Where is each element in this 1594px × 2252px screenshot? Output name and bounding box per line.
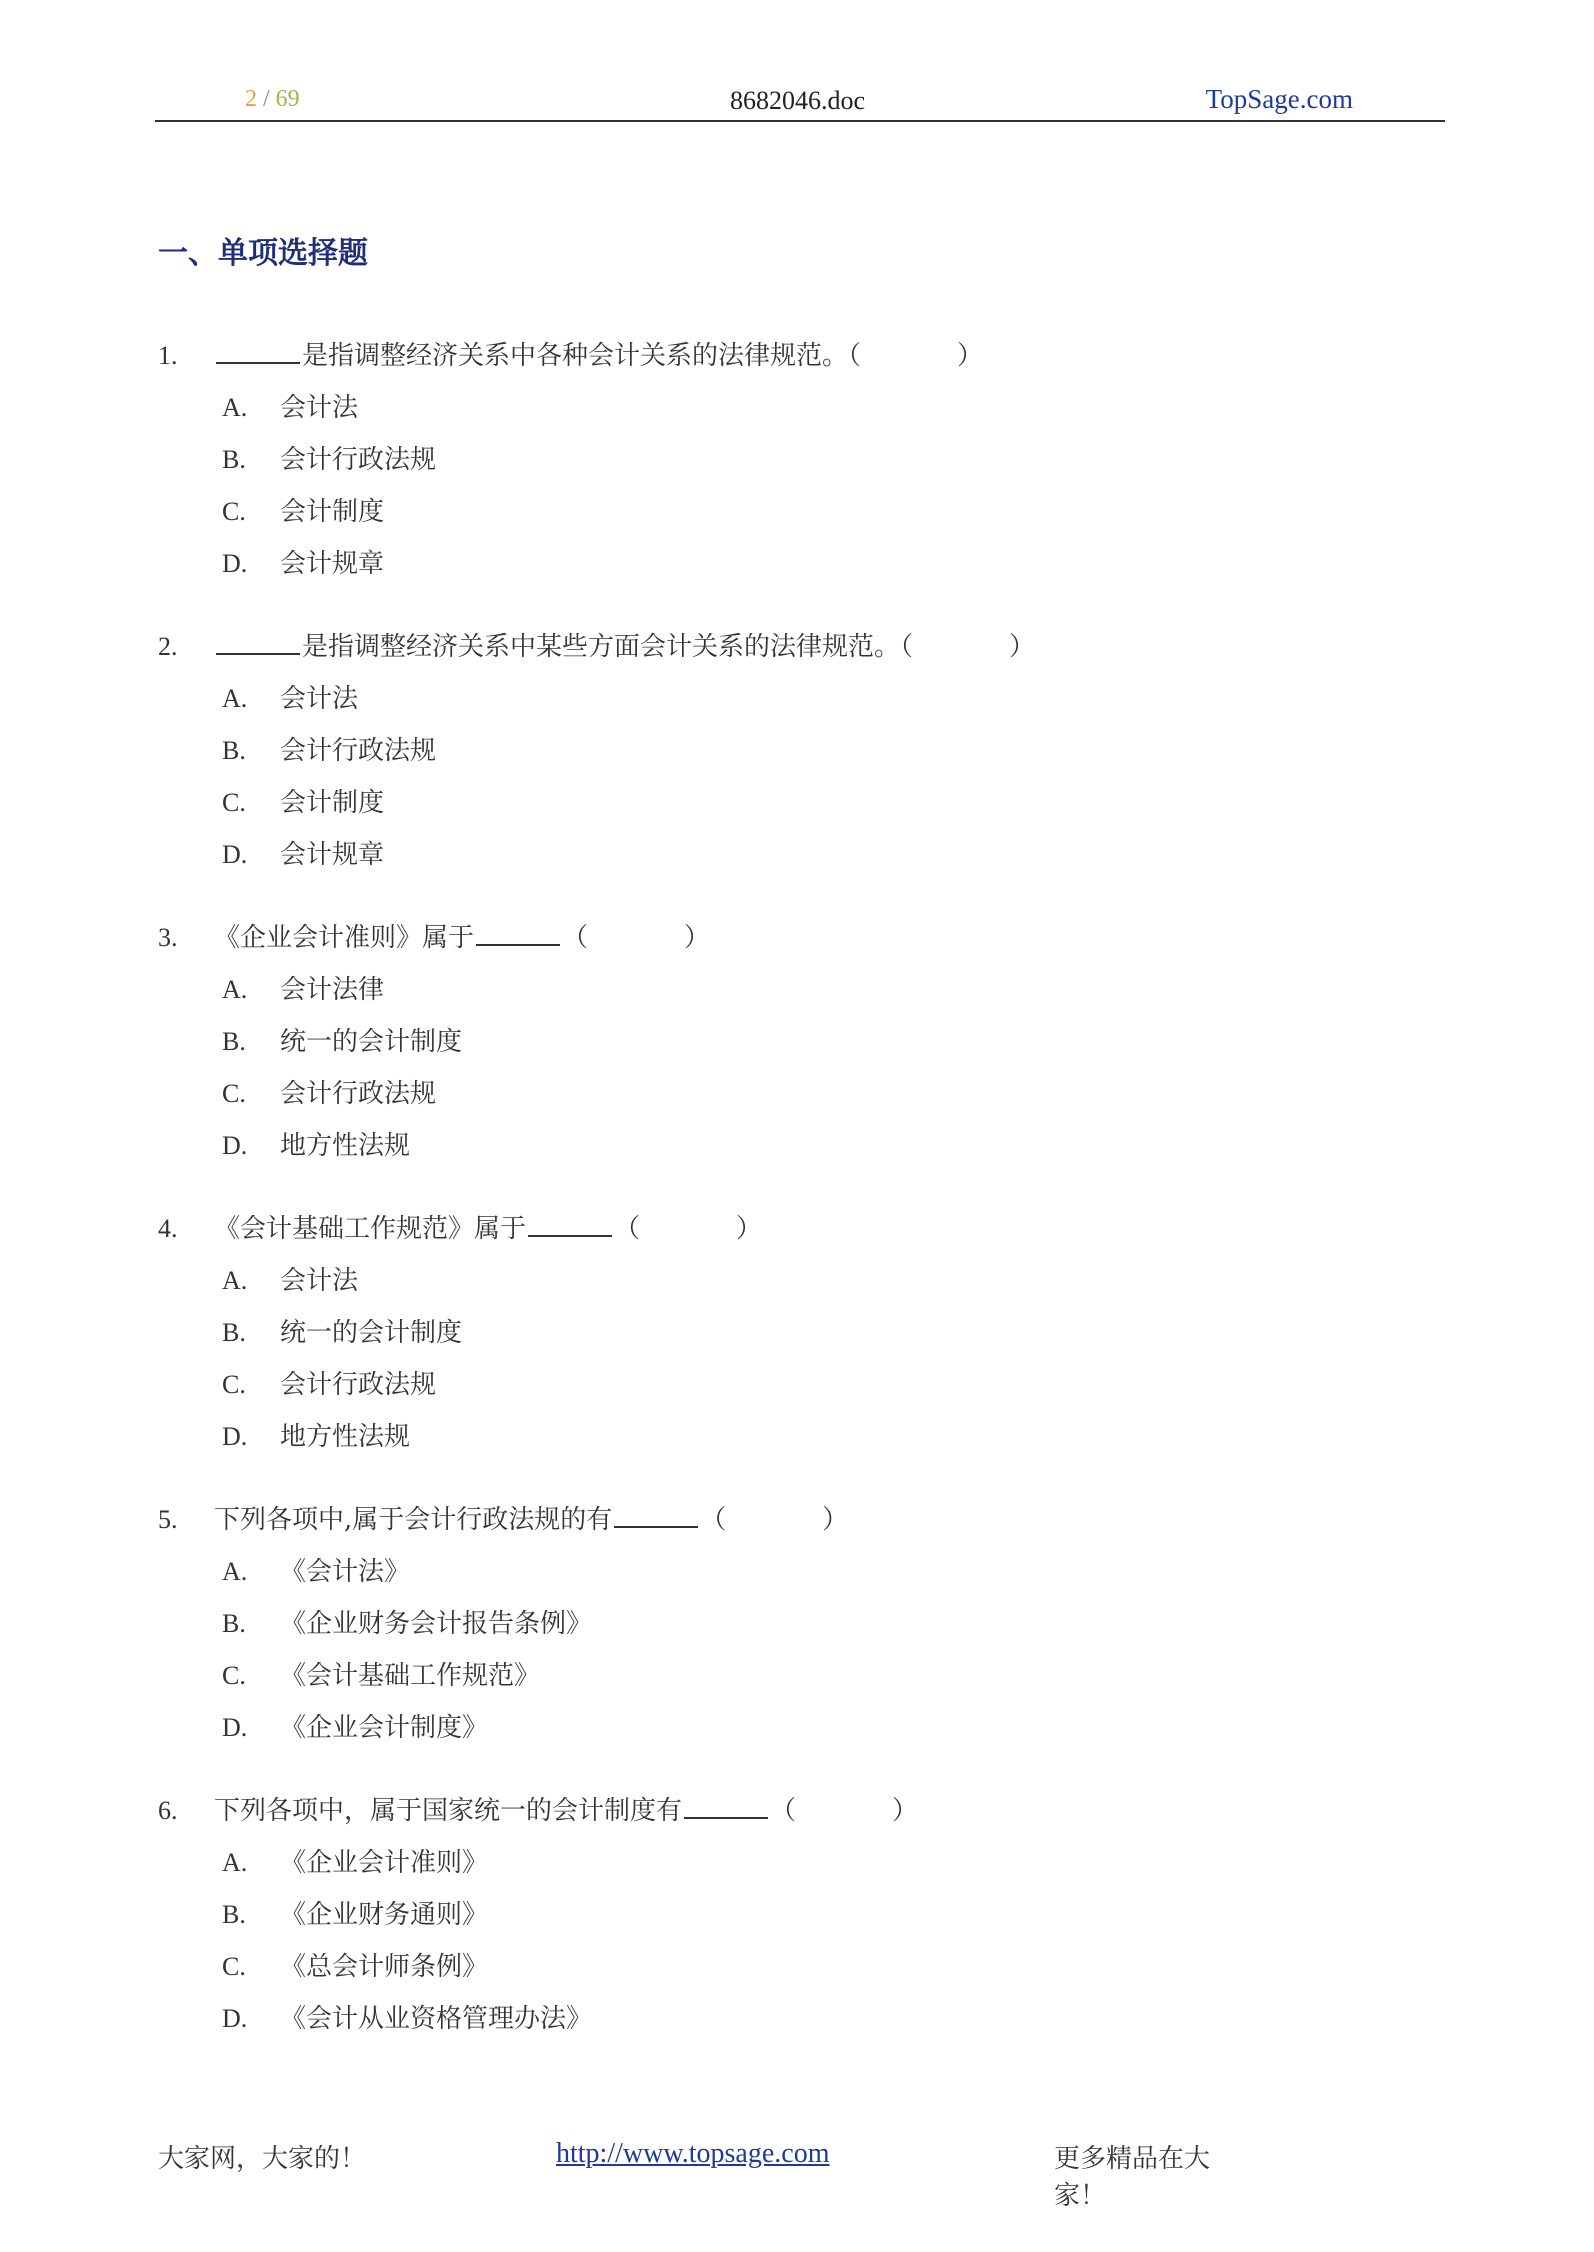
option-text: 会计法 [280, 393, 359, 423]
option-text: 会计行政法规 [280, 1370, 437, 1400]
option-list [222, 1546, 592, 1754]
option-letter: C. [222, 1370, 246, 1399]
question-close-paren: ） [1009, 632, 1036, 662]
option-letter: B. [222, 445, 246, 474]
option-list [222, 673, 436, 881]
question-close-paren: ） [684, 923, 711, 953]
option-d [222, 538, 436, 590]
option-list [222, 1837, 592, 2045]
option-letter: A. [222, 1848, 248, 1877]
question-stem [158, 1785, 918, 1837]
option-letter: B. [222, 1900, 246, 1929]
option-text: 统一的会计制度 [280, 1027, 463, 1057]
option-b [222, 434, 436, 486]
option-letter: D. [222, 2004, 248, 2033]
question-stem [158, 912, 710, 964]
option-text: 统一的会计制度 [280, 1318, 463, 1348]
option-letter: B. [222, 1027, 246, 1056]
question-text-post: （ [562, 923, 589, 953]
option-letter: D. [222, 840, 248, 869]
question-text-pre: 《企业会计准则》属于 [214, 923, 475, 953]
option-text: 会计行政法规 [280, 445, 437, 475]
question-close-paren: ） [892, 1796, 919, 1826]
question-2 [158, 609, 1358, 900]
option-text: 地方性法规 [280, 1131, 411, 1161]
option-b [222, 1016, 462, 1068]
option-d [222, 1993, 592, 2045]
answer-blank [684, 1789, 768, 1819]
question-close-paren: ） [736, 1214, 763, 1244]
option-d [222, 1702, 592, 1754]
question-number: 2. [158, 632, 178, 661]
option-letter: A. [222, 1266, 248, 1295]
document-filename: 8682046.doc [730, 86, 866, 115]
option-text: 会计法律 [280, 975, 385, 1005]
section-title: 一、单项选择题 [158, 236, 368, 271]
option-text: 会计行政法规 [280, 736, 437, 766]
option-letter: B. [222, 736, 246, 765]
option-text: 会计规章 [280, 549, 385, 579]
option-text: 会计法 [280, 684, 359, 714]
option-a [222, 964, 462, 1016]
question-6 [158, 1773, 1358, 2064]
option-a [222, 1546, 592, 1598]
option-letter: C. [222, 788, 246, 817]
option-c [222, 777, 436, 829]
option-c [222, 1650, 592, 1702]
question-text-post: （ [770, 1796, 797, 1826]
option-b [222, 1598, 592, 1650]
option-list [222, 964, 462, 1172]
option-text: 《企业财务通则》 [280, 1900, 489, 1930]
option-text: 《会计从业资格管理办法》 [280, 2004, 593, 2034]
option-b [222, 1889, 592, 1941]
question-number: 5. [158, 1505, 178, 1534]
option-letter: C. [222, 497, 246, 526]
option-letter: A. [222, 684, 248, 713]
question-list [158, 318, 1358, 2064]
option-d [222, 1411, 462, 1463]
option-letter: C. [222, 1661, 246, 1690]
option-text: 《企业会计制度》 [280, 1713, 489, 1743]
option-letter: A. [222, 393, 248, 422]
option-d [222, 829, 436, 881]
answer-blank [476, 916, 560, 946]
option-text: 《会计基础工作规范》 [280, 1661, 541, 1691]
option-letter: C. [222, 1079, 246, 1108]
question-1 [158, 318, 1358, 609]
page-current: 2 [245, 86, 257, 112]
option-text: 会计规章 [280, 840, 385, 870]
question-number: 3. [158, 923, 178, 952]
question-4 [158, 1191, 1358, 1482]
question-number: 1. [158, 341, 178, 370]
option-letter: D. [222, 1422, 248, 1451]
option-text: 《会计法》 [280, 1557, 411, 1587]
page-header [155, 80, 1445, 122]
question-5 [158, 1482, 1358, 1773]
option-text: 会计制度 [280, 497, 385, 527]
page-total: 69 [275, 86, 300, 112]
option-text: 会计制度 [280, 788, 385, 818]
option-letter: A. [222, 1557, 248, 1586]
page-number [245, 86, 300, 113]
question-number: 6. [158, 1796, 178, 1825]
option-text: 《企业财务会计报告条例》 [280, 1609, 593, 1639]
option-a [222, 673, 436, 725]
page-footer [158, 2138, 1258, 2211]
footer-slogan-right: 更多精品在大家！ [1054, 2144, 1211, 2211]
option-c [222, 1068, 462, 1120]
option-text: 会计行政法规 [280, 1079, 437, 1109]
answer-blank [528, 1207, 612, 1237]
footer-slogan-left: 大家网，大家的！ [158, 2144, 367, 2174]
option-letter: D. [222, 1131, 248, 1160]
question-close-paren: ） [957, 341, 984, 371]
option-text: 会计法 [280, 1266, 359, 1296]
question-text-post: 是指调整经济关系中各种会计关系的法律规范。（ [302, 341, 862, 371]
option-b [222, 725, 436, 777]
question-text-pre: 下列各项中,属于会计行政法规的有 [214, 1505, 613, 1535]
question-text-post: （ [614, 1214, 641, 1244]
option-text: 《总会计师条例》 [280, 1952, 489, 1982]
question-number: 4. [158, 1214, 178, 1243]
question-close-paren: ） [822, 1505, 849, 1535]
option-letter: D. [222, 549, 248, 578]
answer-blank [216, 625, 300, 655]
option-c [222, 1941, 592, 1993]
option-a [222, 382, 436, 434]
question-3 [158, 900, 1358, 1191]
question-stem [158, 1494, 848, 1546]
option-letter: A. [222, 975, 248, 1004]
option-a [222, 1255, 462, 1307]
option-list [222, 1255, 462, 1463]
option-c [222, 1359, 462, 1411]
option-b [222, 1307, 462, 1359]
option-letter: B. [222, 1318, 246, 1347]
question-stem [158, 621, 1035, 673]
answer-blank [614, 1498, 698, 1528]
footer-website-link[interactable]: http://www.topsage.com [556, 2138, 830, 2169]
option-d [222, 1120, 462, 1172]
option-list [222, 382, 436, 590]
option-letter: C. [222, 1952, 246, 1981]
option-letter: D. [222, 1713, 248, 1742]
question-stem [158, 330, 983, 382]
option-text: 地方性法规 [280, 1422, 411, 1452]
header-site-name: TopSage.com [1205, 84, 1353, 114]
option-c [222, 486, 436, 538]
page-separator: / [257, 86, 276, 112]
question-text-post: （ [700, 1505, 727, 1535]
option-text: 《企业会计准则》 [280, 1848, 489, 1878]
option-letter: B. [222, 1609, 246, 1638]
question-text-pre: 《会计基础工作规范》属于 [214, 1214, 527, 1244]
question-text-post: 是指调整经济关系中某些方面会计关系的法律规范。（ [302, 632, 914, 662]
question-stem [158, 1203, 762, 1255]
answer-blank [216, 334, 300, 364]
option-a [222, 1837, 592, 1889]
question-text-pre: 下列各项中，属于国家统一的会计制度有 [214, 1796, 683, 1826]
